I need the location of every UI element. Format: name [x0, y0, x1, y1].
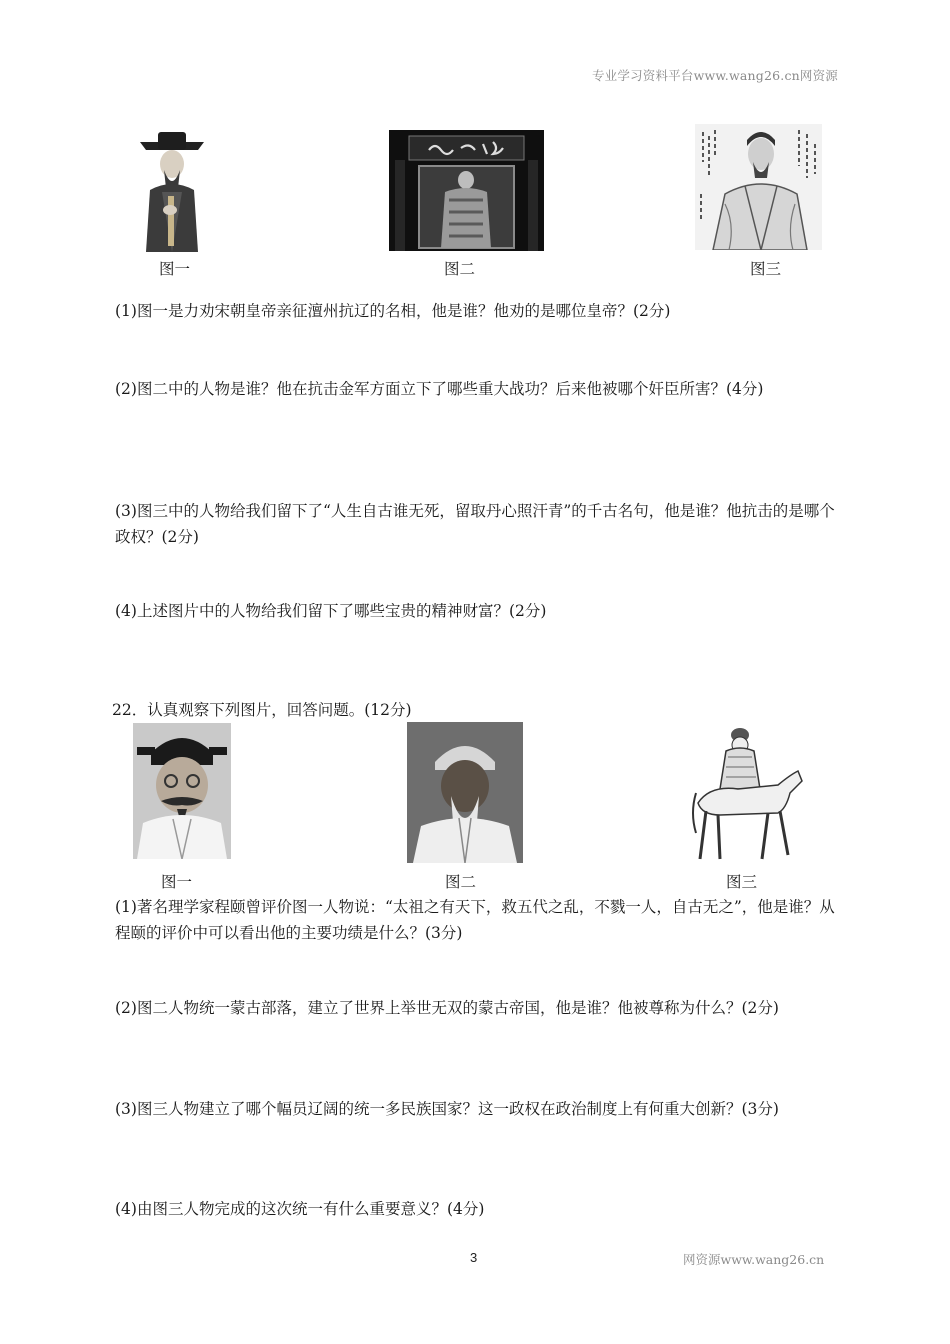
figure-2-3-horse-rider	[690, 723, 803, 864]
question-1-2: (2)图二中的人物是谁？他在抗击金军方面立下了哪些重大战功？后来他被哪个奸臣所害？(4分)	[115, 380, 764, 398]
question-22-4: (4)由图三人物完成的这次统一有什么重要意义？(4分)	[115, 1200, 485, 1218]
figure-2-3-caption: 图三	[726, 873, 758, 891]
question-1-4: (4)上述图片中的人物给我们留下了哪些宝贵的精神财富？(2分)	[115, 602, 547, 620]
figure-3-portrait-scholar	[695, 124, 822, 250]
figure-1-portrait-minister	[132, 130, 212, 252]
question-22-1: (1)著名理学家程颐曾评价图一人物说：“太祖之有天下，救五代之乱，不戮一人，自古无之”，他是谁？从程颐的评价中可以看出他的主要功绩是什么？(3分)	[115, 898, 835, 942]
page-number: 3	[470, 1250, 478, 1265]
figure-2-2-caption: 图二	[445, 873, 477, 891]
question-22-3: (3)图三人物建立了哪个幅员辽阔的统一多民族国家？这一政权在政治制度上有何重大创新？(3分)	[115, 1100, 779, 1118]
question-22-2: (2)图二人物统一蒙古部落，建立了世界上举世无双的蒙古帝国，他是谁？他被尊称为什么？(2分)	[115, 999, 779, 1017]
figure-2-statue-hall	[389, 130, 544, 251]
figure-2-2-portrait-khan	[407, 722, 523, 863]
question-1-3: (3)图三中的人物给我们留下了“人生自古谁无死，留取丹心照汗青”的千古名句，他是谁？他抗击的是哪个政权？(2分)	[115, 502, 835, 546]
question-1-1: (1)图一是力劝宋朝皇帝亲征澶州抗辽的名相，他是谁？他劝的是哪位皇帝？(2分)	[115, 302, 671, 320]
figure-2-1-caption: 图一	[161, 873, 193, 891]
figure-2-1-portrait-emperor	[133, 723, 231, 859]
figure-2-caption: 图二	[444, 260, 476, 278]
footer-site-note: 网资源www.wang26.cn	[683, 1252, 825, 1267]
figure-1-caption: 图一	[159, 260, 191, 278]
header-site-note: 专业学习资料平台www.wang26.cn网资源	[591, 68, 838, 83]
question-22-heading: 22．认真观察下列图片，回答问题。(12分)	[112, 701, 412, 719]
figure-3-caption: 图三	[750, 260, 782, 278]
